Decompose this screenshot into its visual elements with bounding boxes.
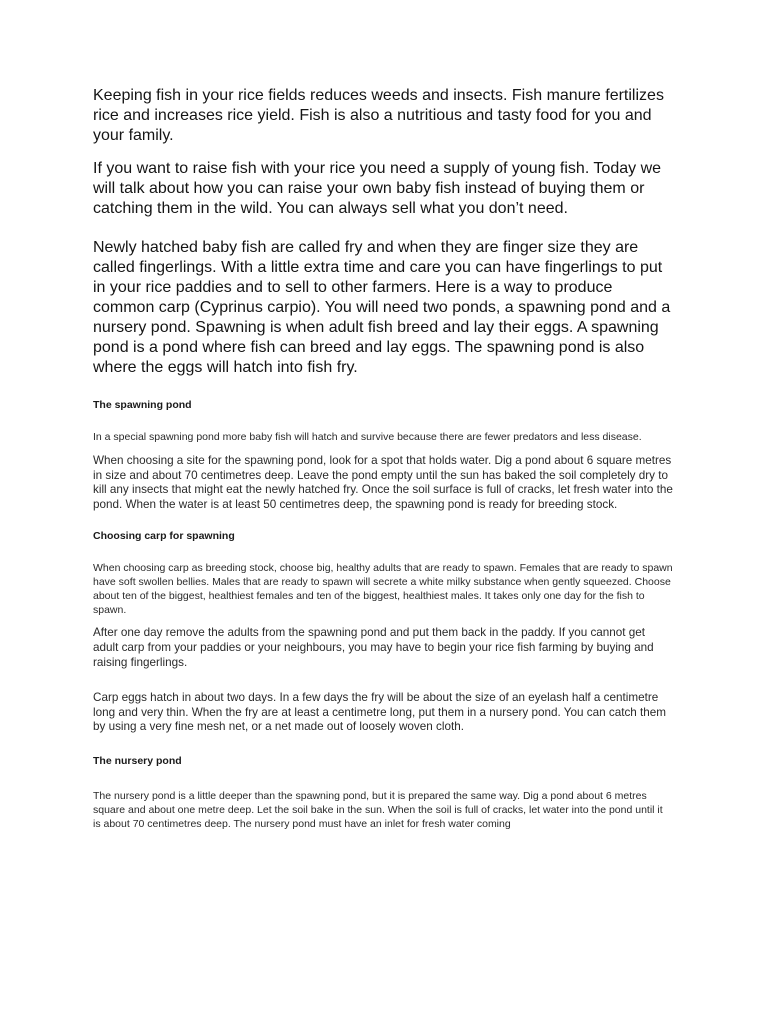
section-heading-nursery-pond: The nursery pond — [93, 754, 182, 767]
choosing-carp-paragraph-2: After one day remove the adults from the spawning pond and put them back in the paddy. If you cannot get adult carp from your paddies or your neighbours, you may have to begin your rice fish farming by buying and raising fingerlings. — [93, 626, 654, 669]
choosing-carp-paragraph-3: Carp eggs hatch in about two days. In a few days the fry will be about the size of an eyelash half a centimetre long and very thin. When the fry are at least a centimetre long, put them in a nursery pond. You can catch them by using a very fine mesh net, or a net made out of loosely woven cloth. — [93, 691, 667, 734]
intro-paragraph-2: If you want to raise fish with your rice you need a supply of young fish. Today we will talk about how you can raise your own baby fish instead of buying them or catching them in the wild. You can always sell what you don’t need. — [93, 160, 662, 217]
choosing-carp-paragraph-1: When choosing carp as breeding stock, choose big, healthy adults that are ready to spawn. Females that are ready to spawn have soft swollen bellies. Males that are ready to spawn will secrete a white milky substance when gently squeezed. Choose about ten of the biggest, healthiest females and ten of the biggest, healthiest males. It takes only one day for the fish to spawn. — [93, 562, 673, 617]
nursery-pond-paragraph-1: The nursery pond is a little deeper than the spawning pond, but it is prepared the same way. Dig a pond about 6 metres square and about one metre deep. Let the soil bake in the sun. When the soil is full of cracks, let water into the pond until it is about 70 centimetres deep. The nursery pond must have an inlet for fresh water coming — [93, 789, 663, 830]
section-heading-spawning-pond: The spawning pond — [93, 399, 192, 411]
intro-paragraph-3: Newly hatched baby fish are called fry and when they are finger size they are called fingerlings. With a little extra time and care you can have fingerlings to put in your rice paddies and to sell to other farmers. Here is a way to produce common carp (Cyprinus carpio). You will need two ponds, a spawning pond and a nursery pond. Spawning is when adult fish breed and lay their eggs. A spawning pond is a pond where fish can breed and lay eggs. The spawning pond is also where the eggs will hatch into fish fry. — [93, 239, 671, 376]
section-heading-choosing-carp: Choosing carp for spawning — [93, 530, 235, 543]
document-page — [93, 86, 673, 831]
spawning-pond-paragraph-2: When choosing a site for the spawning pond, look for a spot that holds water. Dig a pond about 6 square metres in size and about 70 centimetres deep. Leave the pond empty until the sun has baked the soil completely dry to kill any insects that might eat the newly hatched fry. Once the soil surface is full of cracks, let fresh water into the pond. When the water is at least 50 centimetres deep, the spawning pond is ready for breeding stock. — [93, 454, 673, 511]
spawning-pond-paragraph-1: In a special spawning pond more baby fish will hatch and survive because there are fewer predators and less disease. — [93, 431, 642, 443]
intro-paragraph-1: Keeping fish in your rice fields reduces weeds and insects. Fish manure fertilizes rice and increases rice yield. Fish is also a nutritious and tasty food for you and your family. — [93, 87, 664, 144]
